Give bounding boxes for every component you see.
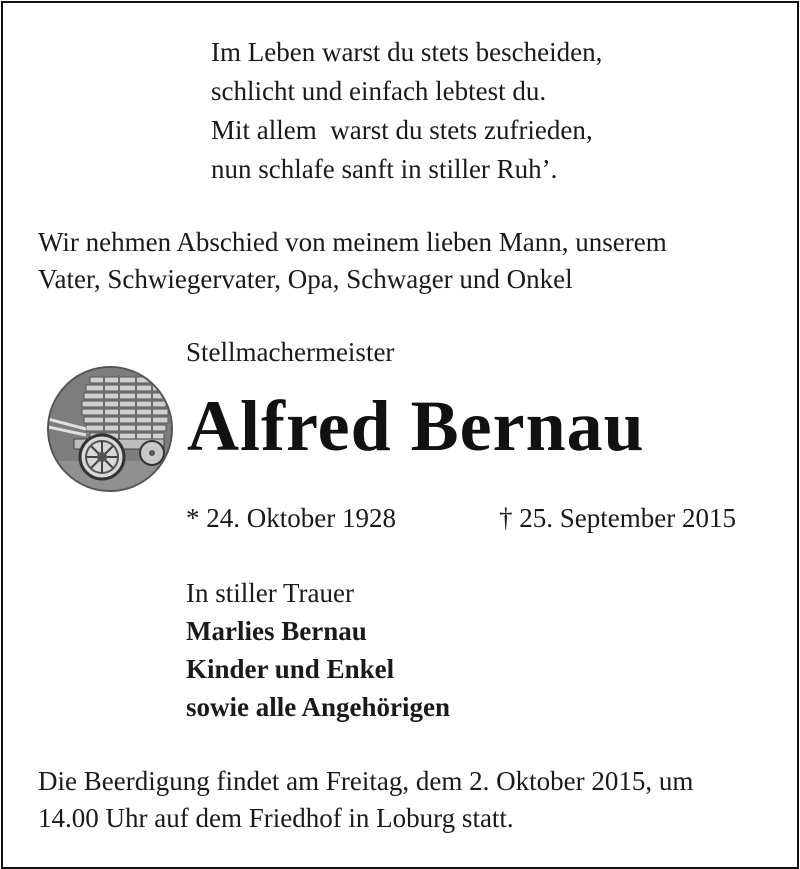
poem (211, 33, 602, 189)
mourner-line: Kinder und Enkel (186, 654, 395, 684)
funeral-line: Die Beerdigung findet am Freitag, dem 2. Oktober 2015, um (38, 766, 694, 796)
poem-line: Mit allem warst du stets zufrieden, (211, 115, 593, 145)
farewell-line: Wir nehmen Abschied von meinem lieben Mann, unserem (38, 227, 667, 257)
deceased-name: Alfred Bernau (187, 386, 645, 466)
funeral-line: 14.00 Uhr auf dem Friedhof in Loburg statt. (38, 803, 514, 833)
mourners-intro: In stiller Trauer (186, 578, 354, 608)
poem-line: schlicht und einfach lebtest du. (211, 76, 547, 106)
funeral-info (38, 763, 783, 837)
death-date: † 25. September 2015 (499, 503, 736, 533)
poem-line: nun schlafe sanft in stiller Ruh’. (211, 154, 558, 184)
farewell-text (38, 224, 778, 298)
profession-title: Stellmachermeister (186, 337, 395, 367)
mourner-line: sowie alle Angehörigen (186, 692, 450, 722)
mourner-line: Marlies Bernau (186, 616, 367, 646)
birth-date: * 24. Oktober 1928 (186, 503, 396, 533)
farewell-line: Vater, Schwiegervater, Opa, Schwager und Onkel (38, 264, 573, 294)
mourners-block (186, 574, 450, 726)
poem-line: Im Leben warst du stets bescheiden, (211, 37, 603, 67)
wagon-wheel-wood-stack-icon (44, 365, 176, 493)
obituary-frame (1, 1, 799, 869)
